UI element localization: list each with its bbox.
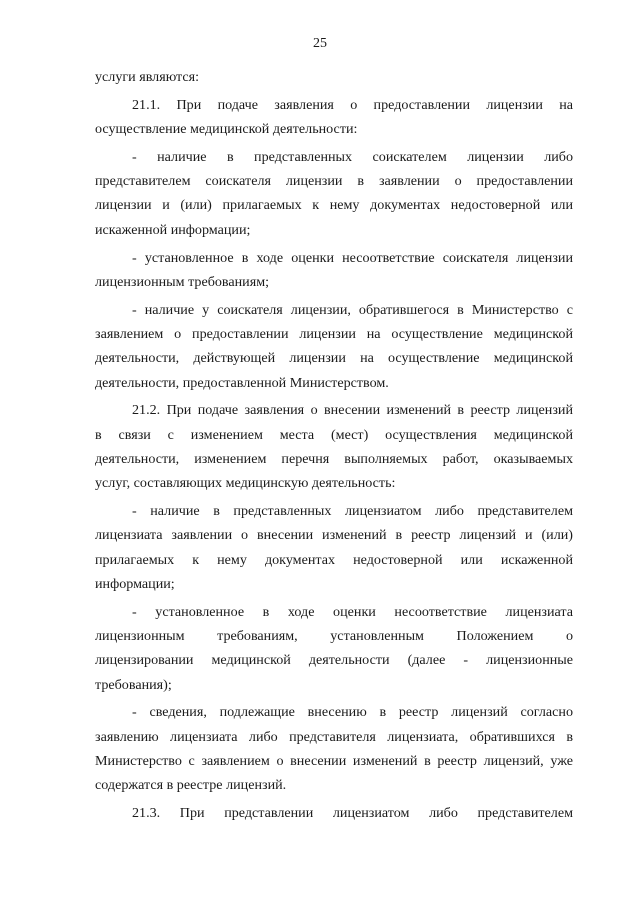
text-line: требования); — [95, 676, 172, 693]
text-line: лицензировании медицинской деятельности (далее - лицензионные — [95, 652, 573, 669]
text-line: 21.3. При представлении лицензиатом либо представителем — [132, 805, 573, 822]
text-line: - наличие в представленных соискателем лицензии либо — [132, 148, 573, 165]
paragraph — [95, 600, 573, 697]
text-line: лицензии и (или) прилагаемых к нему документах недостоверной или — [95, 197, 573, 214]
text-line: - наличие в представленных лицензиатом либо представителем — [132, 503, 573, 520]
text-line: лицензионным требованиям; — [95, 273, 270, 290]
text-line: информации; — [95, 575, 175, 592]
text-line: услуги являются: — [95, 69, 200, 85]
text-line: деятельности, изменением перечня выполняемых работ, оказываемых — [95, 450, 573, 467]
text-line: - наличие у соискателя лицензии, обратившегося в Министерство с — [132, 301, 573, 318]
paragraph — [95, 65, 573, 89]
text-line: услуг, составляющих медицинскую деятельность: — [95, 475, 396, 492]
paragraph — [95, 298, 573, 395]
paragraph — [95, 398, 573, 495]
text-line: 21.1. При подаче заявления о предоставлении лицензии на — [132, 96, 573, 113]
text-line: - установленное в ходе оценки несоответствие лицензиата — [132, 603, 573, 620]
text-line: представителем соискателя лицензии в заявлении о предоставлении — [95, 173, 573, 190]
text-line: - сведения, подлежащие внесению в реестр лицензий согласно — [132, 704, 573, 721]
paragraph — [95, 700, 573, 797]
paragraph — [95, 499, 573, 596]
paragraph — [95, 246, 573, 295]
paragraph — [95, 801, 573, 825]
text-line: лицензиата заявлении о внесении изменений в реестр лицензий и (или) — [95, 527, 573, 544]
text-line: деятельности, действующей лицензии на осуществление медицинской — [95, 350, 573, 367]
text-line: лицензионным требованиям, установленным Положением о — [95, 628, 573, 645]
text-line: осуществление медицинской деятельности: — [95, 121, 358, 138]
document-body — [95, 65, 573, 825]
text-line: Министерство с заявлением о внесении изменений в реестр лицензий, уже — [95, 753, 573, 770]
text-line: заявлению лицензиата либо представителя лицензиата, обратившихся в — [95, 728, 573, 745]
text-line: - установленное в ходе оценки несоответствие соискателя лицензии — [132, 249, 573, 266]
text-line: содержатся в реестре лицензий. — [95, 777, 287, 794]
text-line: 21.2. При подаче заявления о внесении изменений в реестр лицензий — [132, 402, 573, 419]
text-line: искаженной информации; — [95, 221, 251, 238]
page-number: 25 — [313, 36, 327, 51]
paragraph — [95, 93, 573, 142]
paragraph — [95, 145, 573, 242]
text-line: деятельности, предоставленной Министерством. — [95, 374, 389, 391]
text-line: в связи с изменением места (мест) осуществления медицинской — [95, 426, 573, 443]
text-line: заявлением о предоставлении лицензии на осуществление медицинской — [95, 325, 573, 342]
text-line: прилагаемых к нему документах недостоверной или искаженной — [95, 551, 573, 568]
